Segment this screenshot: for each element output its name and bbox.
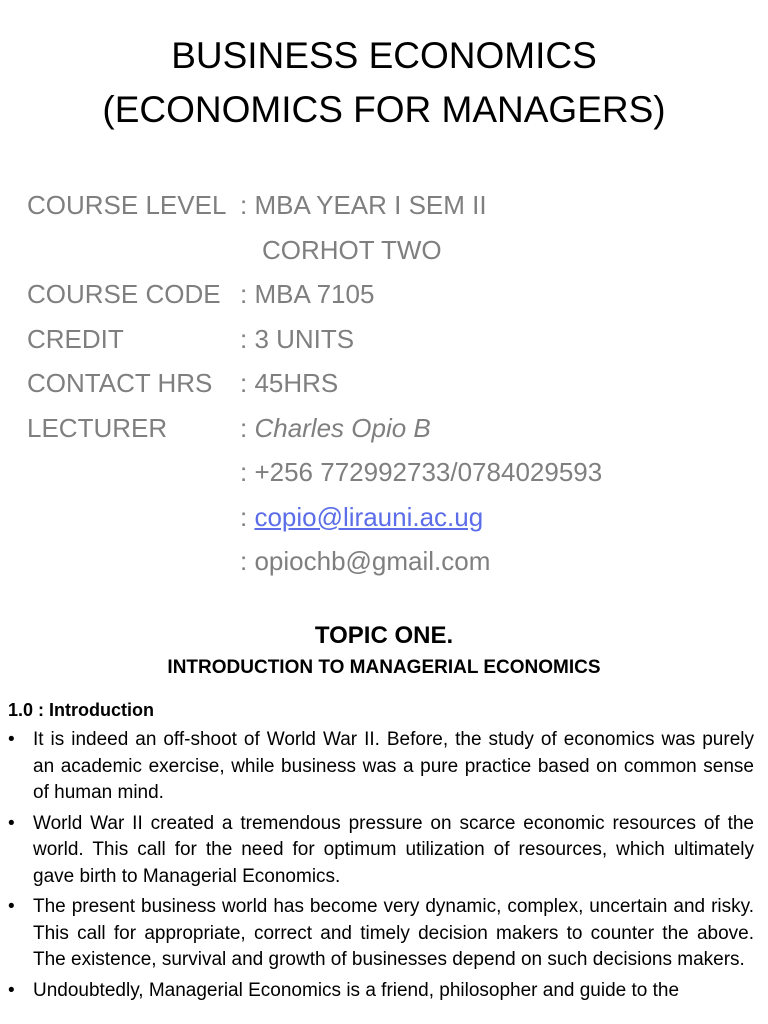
- bullet-icon: •: [8, 812, 15, 834]
- contact-hours-value: : 45HRS: [240, 368, 339, 398]
- title-line-2: (ECONOMICS FOR MANAGERS): [102, 89, 666, 130]
- bullet-icon: •: [8, 729, 15, 750]
- list-item-text: The present business world has become very dynamic, complex, uncertain and risky. This call for appropriate, correct and timely decision makers to counter the above. The existence, survival and growth of businesses depend on such decisions makers.: [33, 896, 754, 970]
- section-heading: 1.0 : Introduction: [8, 700, 154, 720]
- list-item: [8, 727, 754, 807]
- bullet-icon: •: [8, 979, 15, 1001]
- topic-subheading: INTRODUCTION TO MANAGERIAL ECONOMICS: [167, 657, 601, 678]
- bullet-list: [8, 727, 754, 1008]
- email-value-1: [240, 495, 483, 540]
- contact-hours-label: CONTACT HRS: [27, 368, 213, 398]
- phone-value: : +256 772992733/0784029593: [240, 457, 603, 487]
- course-code-value: : MBA 7105: [240, 279, 375, 309]
- bullet-icon: •: [8, 896, 15, 917]
- list-item: [8, 811, 754, 891]
- email-prefix: :: [240, 501, 255, 532]
- list-item: [8, 894, 754, 974]
- list-item-text: It is indeed an off-shoot of World War II. Before, the study of economics was purely an academic exercise, while business was a pure practice based on common sense of human mind.: [33, 729, 754, 803]
- list-item-text: Undoubtedly, Managerial Economics is a friend, philosopher and guide to the: [33, 979, 680, 1001]
- title-line-1: BUSINESS ECONOMICS: [171, 35, 597, 76]
- lecturer-value: [240, 406, 431, 451]
- course-level-value: : MBA YEAR I SEM II: [240, 190, 487, 220]
- credit-label: CREDIT: [27, 323, 124, 354]
- list-item: [8, 978, 754, 1005]
- course-level-label: COURSE LEVEL: [27, 190, 227, 220]
- email-value-2: : opiochb@gmail.com: [240, 546, 491, 576]
- email-link[interactable]: copio@lirauni.ac.ug: [254, 501, 484, 532]
- lecturer-prefix: :: [240, 412, 255, 443]
- course-level-value-cont: CORHOT TWO: [262, 234, 442, 265]
- credit-value: : 3 UNITS: [240, 323, 355, 354]
- topic-heading: TOPIC ONE.: [314, 622, 454, 649]
- list-item-text: World War II created a tremendous pressure on scarce economic resources of the world. This call for the need for optimum utilization of resources, which ultimately gave birth to Managerial Economics.: [33, 812, 754, 887]
- document-title: [0, 29, 768, 137]
- lecturer-label: LECTURER: [27, 412, 168, 443]
- lecturer-name: Charles Opio B: [254, 412, 431, 443]
- course-code-label: COURSE CODE: [27, 279, 221, 309]
